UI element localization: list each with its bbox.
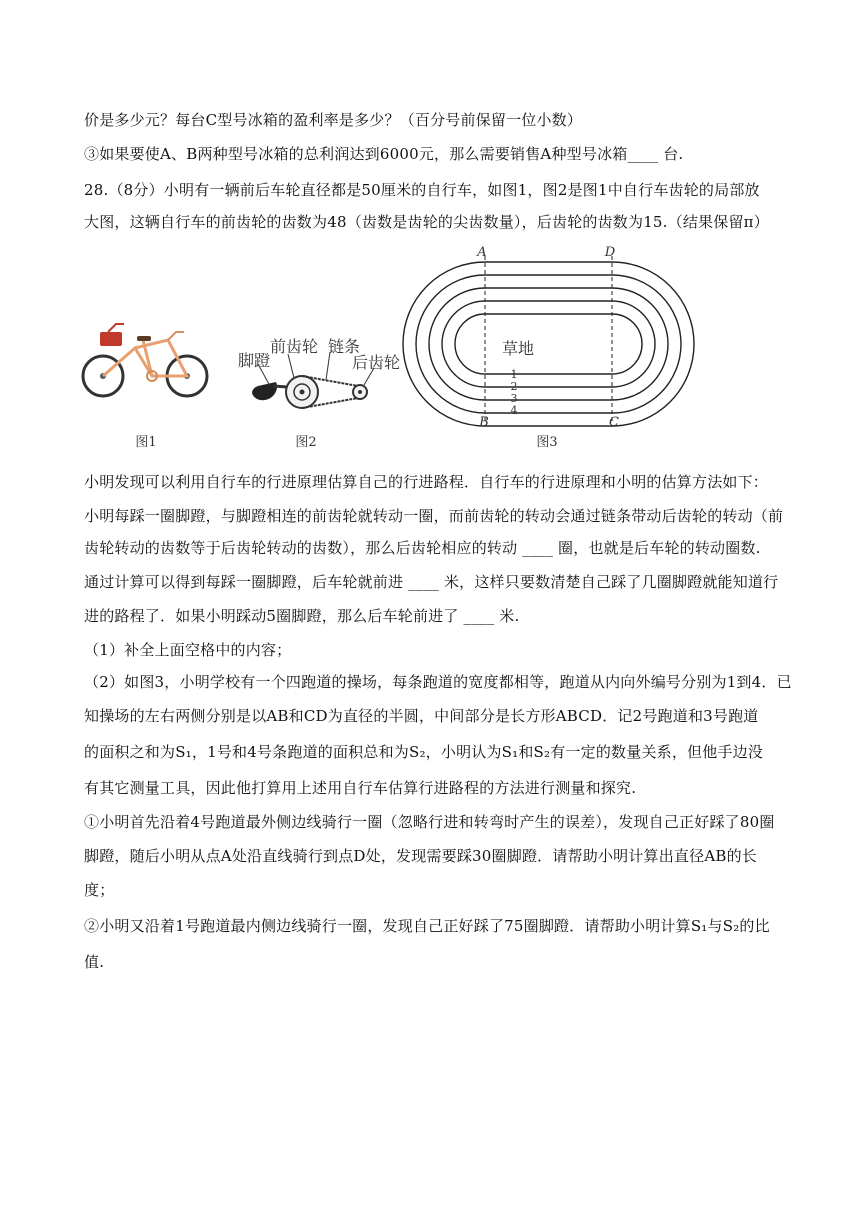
pedal-label: 脚蹬 <box>238 351 271 370</box>
point-d-label: D <box>604 245 616 260</box>
text-line: 有其它测量工具，因此他打算用上述用自行车估算行进路程的方法进行测量和探究. <box>84 779 637 797</box>
text-line: 知操场的左右两侧分别是以AB和CD为直径的半圆，中间部分是长方形ABCD．记2号跑道和3号跑道 <box>84 707 759 725</box>
lane-3-label: 3 <box>510 392 518 405</box>
text-line: ②小明又沿着1号跑道最内侧边线骑行一圈，发现自己正好踩了75圈脚蹬．请帮助小明计算S₁与S₂的比 <box>84 917 770 935</box>
text-line: （2）如图3，小明学校有一个四跑道的操场，每条跑道的宽度都相等，跑道从内向外编号分别为1到4．已 <box>84 673 792 691</box>
text-line: 的面积之和为S₁，1号和4号条跑道的面积总和为S₂，小明认为S₁和S₂有一定的数量关系，但他手边没 <box>84 743 764 761</box>
text-line: 小明发现可以利用自行车的行进原理估算自己的行进路程．自行车的行进原理和小明的估算方法如下： <box>84 473 769 491</box>
text-line: 脚蹬，随后小明从点A处沿直线骑行到点D处，发现需要踩30圈脚蹬．请帮助小明计算出直径AB的长 <box>84 847 758 865</box>
point-b-label: B <box>479 415 489 430</box>
text-line: 进的路程了．如果小明踩动5圈脚蹬，那么后车轮前进了 ____ 米. <box>84 607 520 625</box>
bicycle-figure <box>83 324 207 396</box>
front-gear-label: 前齿轮 <box>270 337 319 356</box>
text-line: ①小明首先沿着4号跑道最外侧边线骑行一圈（忽略行进和转弯时产生的误差），发现自己正好踩了80圈 <box>84 813 775 831</box>
chain-label: 链条 <box>328 337 361 356</box>
lane-4-label: 4 <box>510 404 518 417</box>
text-line: （1）补全上面空格中的内容； <box>84 641 292 659</box>
grass-label: 草地 <box>502 339 535 358</box>
fig2-caption: 图2 <box>295 435 317 450</box>
text-line: 小明每踩一圈脚蹬，与脚蹬相连的前齿轮就转动一圈，而前齿轮的转动会通过链条带动后齿轮的转动（前 <box>84 507 784 525</box>
fig3-caption: 图3 <box>536 435 558 450</box>
rear-gear-label: 后齿轮 <box>352 353 401 372</box>
text-line: ③如果要使A、B两种型号冰箱的总利润达到6000元，那么需要销售A种型号冰箱____ 台. <box>84 145 684 163</box>
fig1-caption: 图1 <box>135 435 157 450</box>
text-line: 大图，这辆自行车的前齿轮的齿数为48（齿数是齿轮的尖齿数量），后齿轮的齿数为15.（结果保留π） <box>84 213 769 231</box>
figures-area <box>80 240 700 470</box>
text-line: 度； <box>84 881 115 899</box>
text-line: 齿轮转动的齿数等于后齿轮转动的齿数），那么后齿轮相应的转动 ____ 圈，也就是后车轮的转动圈数. <box>84 539 761 557</box>
track-figure <box>403 256 694 426</box>
point-a-label: A <box>477 245 487 260</box>
lane-1-label: 1 <box>510 368 518 381</box>
lane-2-label: 2 <box>510 380 518 393</box>
text-line: 价是多少元？每台C型号冰箱的盈利率是多少？（百分号前保留一位小数） <box>84 111 583 129</box>
point-c-label: C <box>609 415 619 430</box>
text-line: 通过计算可以得到每踩一圈脚蹬，后车轮就前进 ____ 米，这样只要数清楚自己踩了几圈脚蹬就能知道行 <box>84 573 779 591</box>
text-line: 值. <box>84 953 105 971</box>
text-line: 28.（8分）小明有一辆前后车轮直径都是50厘米的自行车，如图1，图2是图1中自行车齿轮的局部放 <box>84 181 760 199</box>
